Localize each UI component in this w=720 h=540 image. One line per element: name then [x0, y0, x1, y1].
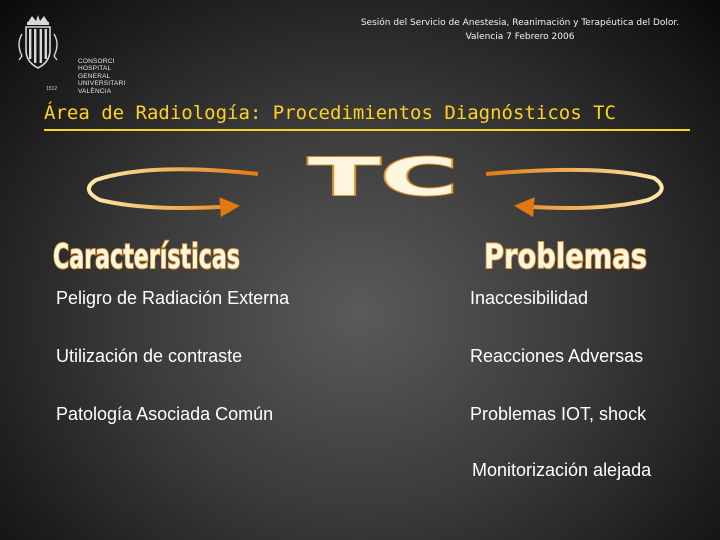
problema-item: Reacciones Adversas: [470, 346, 644, 366]
problema-item: Inaccesibilidad: [470, 288, 589, 308]
logo-year: 1512: [46, 86, 58, 92]
problemas-wordart: Problemas: [484, 237, 647, 275]
left-curved-arrow-icon: [89, 169, 258, 208]
logo-line: UNIVERSITARI: [78, 80, 126, 88]
logo-caption: [78, 58, 144, 95]
header-line-1: Sesión del Servicio de Anestesia, Reanimación y Terapéutica del Dolor.: [360, 18, 680, 28]
right-curved-arrow-icon: [486, 170, 662, 208]
logo-line: VALÈNCIA: [78, 87, 112, 95]
tc-wordart: TC: [308, 150, 458, 208]
caracteristica-item: Peligro de Radiación Externa: [56, 288, 290, 308]
logo-line: CONSORCI: [78, 58, 115, 65]
logo-line: HOSPITAL GENERAL: [78, 65, 112, 80]
caracteristicas-wordart: Características: [53, 237, 240, 275]
title-underline: [44, 129, 690, 131]
tc-diagram: [40, 150, 680, 275]
slide-title: Área de Radiología: Procedimientos Diagnósticos TC: [44, 102, 616, 124]
problema-item: Problemas IOT, shock: [470, 404, 647, 424]
problema-item: Monitorización alejada: [472, 460, 652, 480]
hospital-logo: [14, 14, 144, 95]
coat-of-arms-icon: [14, 14, 62, 76]
caracteristica-item: Utilización de contraste: [56, 346, 243, 366]
session-header: [340, 16, 700, 44]
header-line-2: Valencia 7 Febrero 2006: [465, 32, 575, 42]
caracteristica-item: Patología Asociada Común: [56, 404, 274, 424]
